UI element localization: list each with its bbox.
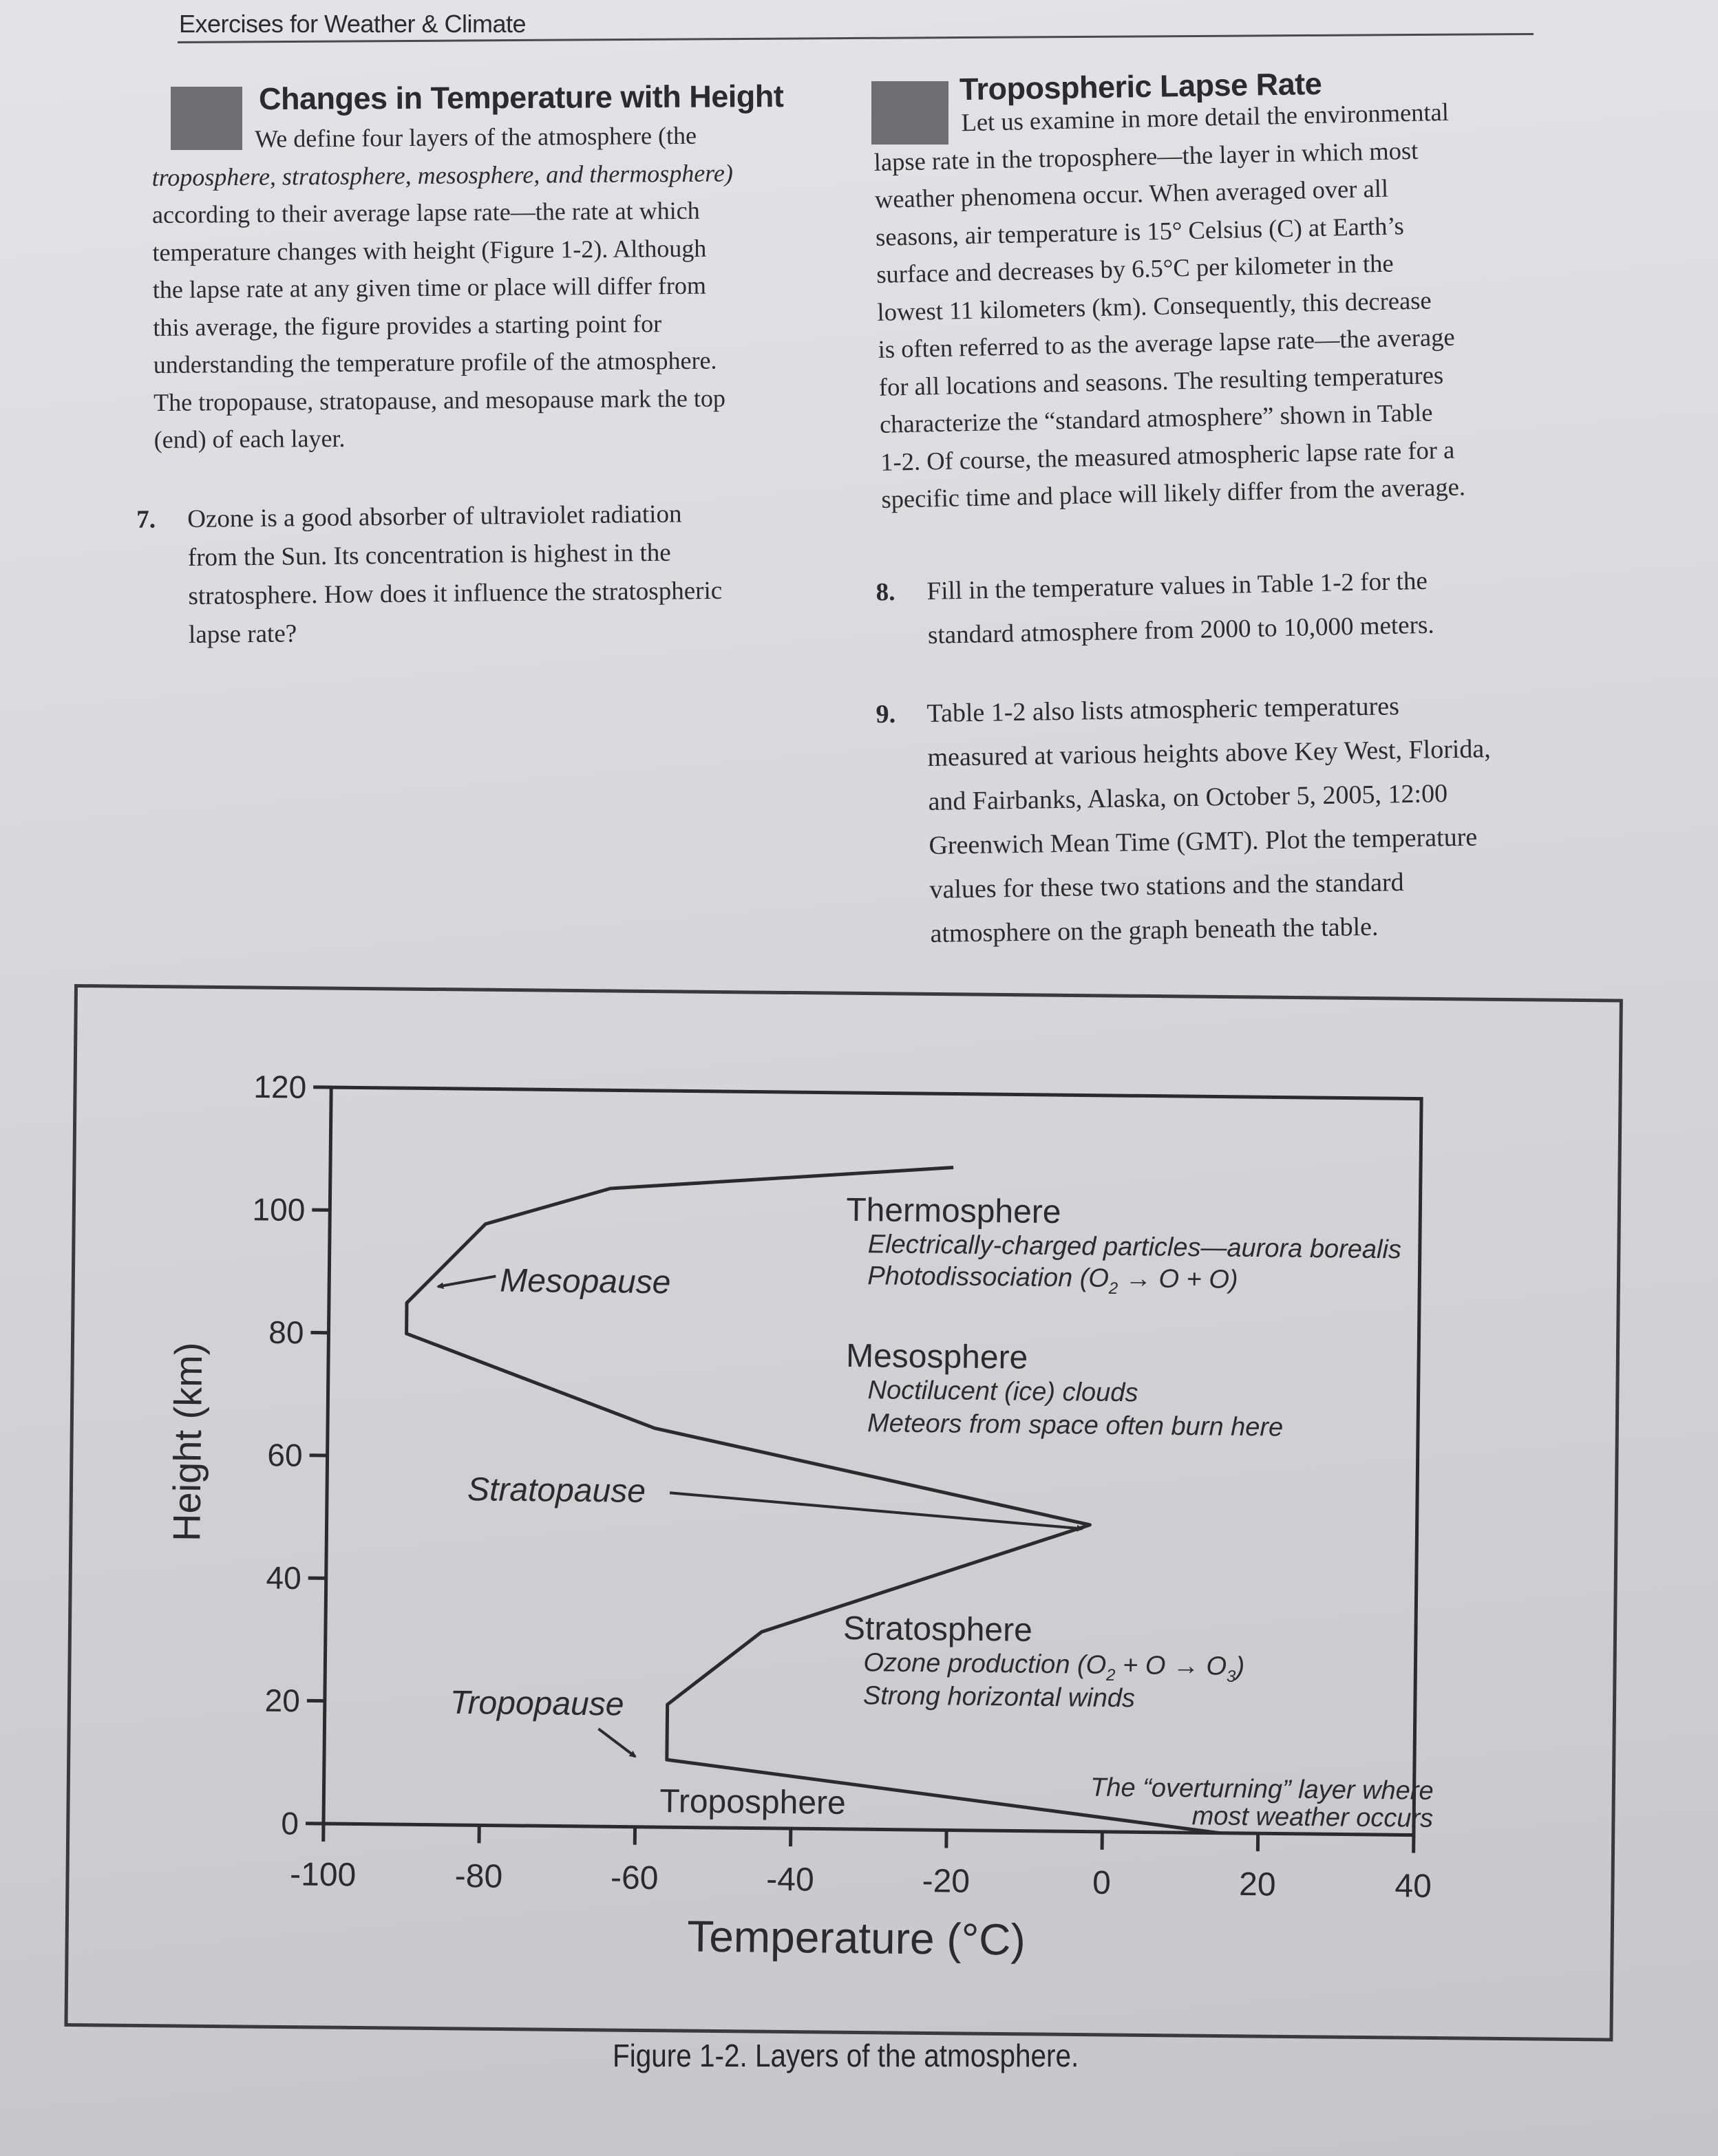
question-line: values for these two stations and the standard <box>929 868 1404 904</box>
y-axis-title: Height (km) <box>165 1342 211 1542</box>
stratosphere-label: Stratosphere <box>842 1610 1033 1649</box>
y-tick-label: 100 <box>252 1191 306 1228</box>
question-line: stratosphere. How does it influence the stratospheric <box>188 576 723 610</box>
y-tick-label: 0 <box>281 1805 299 1842</box>
y-tick-label: 20 <box>264 1682 301 1719</box>
paragraph-line: 1-2. Of course, the measured atmospheric lapse rate for a <box>880 435 1455 476</box>
stratosphere-note-2: Strong horizontal winds <box>862 1681 1136 1714</box>
troposphere-note-2: most weather occurs <box>1191 1802 1434 1833</box>
question-line: Ozone is a good absorber of ultraviolet radiation <box>187 500 682 533</box>
paragraph-line: We define four layers of the atmosphere (the <box>255 121 697 153</box>
paragraph-line: this average, the figure provides a starting point for <box>153 309 662 341</box>
paragraph-line: temperature changes with height (Figure 1-2). Although <box>152 234 707 266</box>
paragraph-line: specific time and place will likely differ from the average. <box>881 472 1466 513</box>
thermosphere-note-2: Photodissociation $(O_2 \to O + O)$ <box>867 1261 1238 1299</box>
thermosphere-label: Thermosphere <box>846 1191 1061 1231</box>
paragraph-line: The tropopause, stratopause, and mesopause mark the top <box>153 383 726 416</box>
troposphere-label: Troposphere <box>659 1783 847 1822</box>
question-line: atmosphere on the graph beneath the table. <box>930 912 1379 948</box>
question-line: Table 1-2 also lists atmospheric temperatures <box>926 692 1400 728</box>
paragraph-line: surface and decreases by 6.5°C per kilometer in the <box>876 248 1394 288</box>
question-line: Greenwich Mean Time (GMT). Plot the temperature <box>929 822 1478 860</box>
paragraph-line: for all locations and seasons. The resulting temperatures <box>878 360 1444 401</box>
left-section-heading: Changes in Temperature with Height <box>258 78 784 116</box>
paragraph-line: characterize the “standard atmosphere” shown in Table <box>879 398 1433 438</box>
x-tick-label: 0 <box>1092 1864 1112 1901</box>
paragraph-line: is often referred to as the average lapse rate—the average <box>878 322 1455 363</box>
x-tick-label: 40 <box>1394 1868 1432 1905</box>
x-tick-label: -80 <box>454 1858 503 1895</box>
question-line: and Fairbanks, Alaska, on October 5, 2005, 12:00 <box>928 779 1448 816</box>
question-line: lapse rate? <box>188 619 297 649</box>
paragraph-line: troposphere, stratosphere, mesosphere, and thermosphere) <box>151 158 734 191</box>
paragraph-line: seasons, air temperature is 15° Celsius (C) at Earth’s <box>875 211 1405 251</box>
paragraph-line: Let us examine in more detail the environmental <box>961 97 1450 137</box>
tropopause-arrow <box>598 1729 635 1757</box>
y-tick-label: 40 <box>266 1559 302 1596</box>
paragraph-line: understanding the temperature profile of the atmosphere. <box>153 346 717 378</box>
thermosphere-note-1: Electrically-charged particles—aurora borealis <box>867 1230 1402 1265</box>
question-line: Fill in the temperature values in Table 1-2 for the <box>926 566 1428 606</box>
running-head: Exercises for Weather & Climate <box>179 10 527 38</box>
figure-caption: Figure 1-2. Layers of the atmosphere. <box>613 2038 1079 2073</box>
paragraph-line: the lapse rate at any given time or place will differ from <box>152 271 707 303</box>
y-tick-label: 120 <box>253 1068 307 1105</box>
tropopause-label: Tropopause <box>449 1684 624 1723</box>
x-axis-title: Temperature (°C) <box>686 1911 1026 1965</box>
question-number: 9. <box>876 699 896 729</box>
y-tick-label: 60 <box>267 1437 303 1473</box>
question-line: standard atmosphere from 2000 to 10,000 meters. <box>927 610 1434 650</box>
x-tick-label: -20 <box>922 1863 971 1900</box>
stratopause-label: Stratopause <box>467 1471 646 1510</box>
y-tick-label: 80 <box>268 1314 304 1351</box>
paragraph-line: (end) of each layer. <box>153 424 346 453</box>
question-line: from the Sun. Its concentration is highest in the <box>187 538 671 572</box>
x-tick-label: -100 <box>289 1856 357 1894</box>
mesopause-label: Mesopause <box>499 1262 671 1301</box>
troposphere-note-1: The “overturning” layer where <box>1090 1773 1434 1806</box>
paragraph-line: lowest 11 kilometers (km). Consequently, this decrease <box>877 285 1432 326</box>
paragraph-line: lapse rate in the troposphere—the layer in which most <box>873 136 1419 176</box>
question-number: 7. <box>136 505 156 534</box>
question-number: 8. <box>876 577 895 607</box>
paragraph-line: weather phenomena occur. When averaged over all <box>874 173 1389 213</box>
x-tick-label: -40 <box>766 1861 815 1899</box>
mesosphere-note-2: Meteors from space often burn here <box>867 1409 1284 1442</box>
paragraph-line: according to their average lapse rate—the rate at which <box>151 196 700 228</box>
question-line: measured at various heights above Key West, Florida, <box>927 734 1492 772</box>
mesopause-arrow <box>438 1276 496 1288</box>
mesosphere-note-1: Noctilucent (ice) clouds <box>867 1376 1138 1408</box>
right-section-heading: Tropospheric Lapse Rate <box>959 65 1322 107</box>
x-tick-label: 20 <box>1238 1866 1276 1903</box>
mesosphere-label: Mesosphere <box>845 1337 1028 1376</box>
stratosphere-note-1: Ozone production $(O_2 + O \to O_3)$ <box>863 1648 1245 1686</box>
x-tick-label: -60 <box>610 1859 659 1897</box>
